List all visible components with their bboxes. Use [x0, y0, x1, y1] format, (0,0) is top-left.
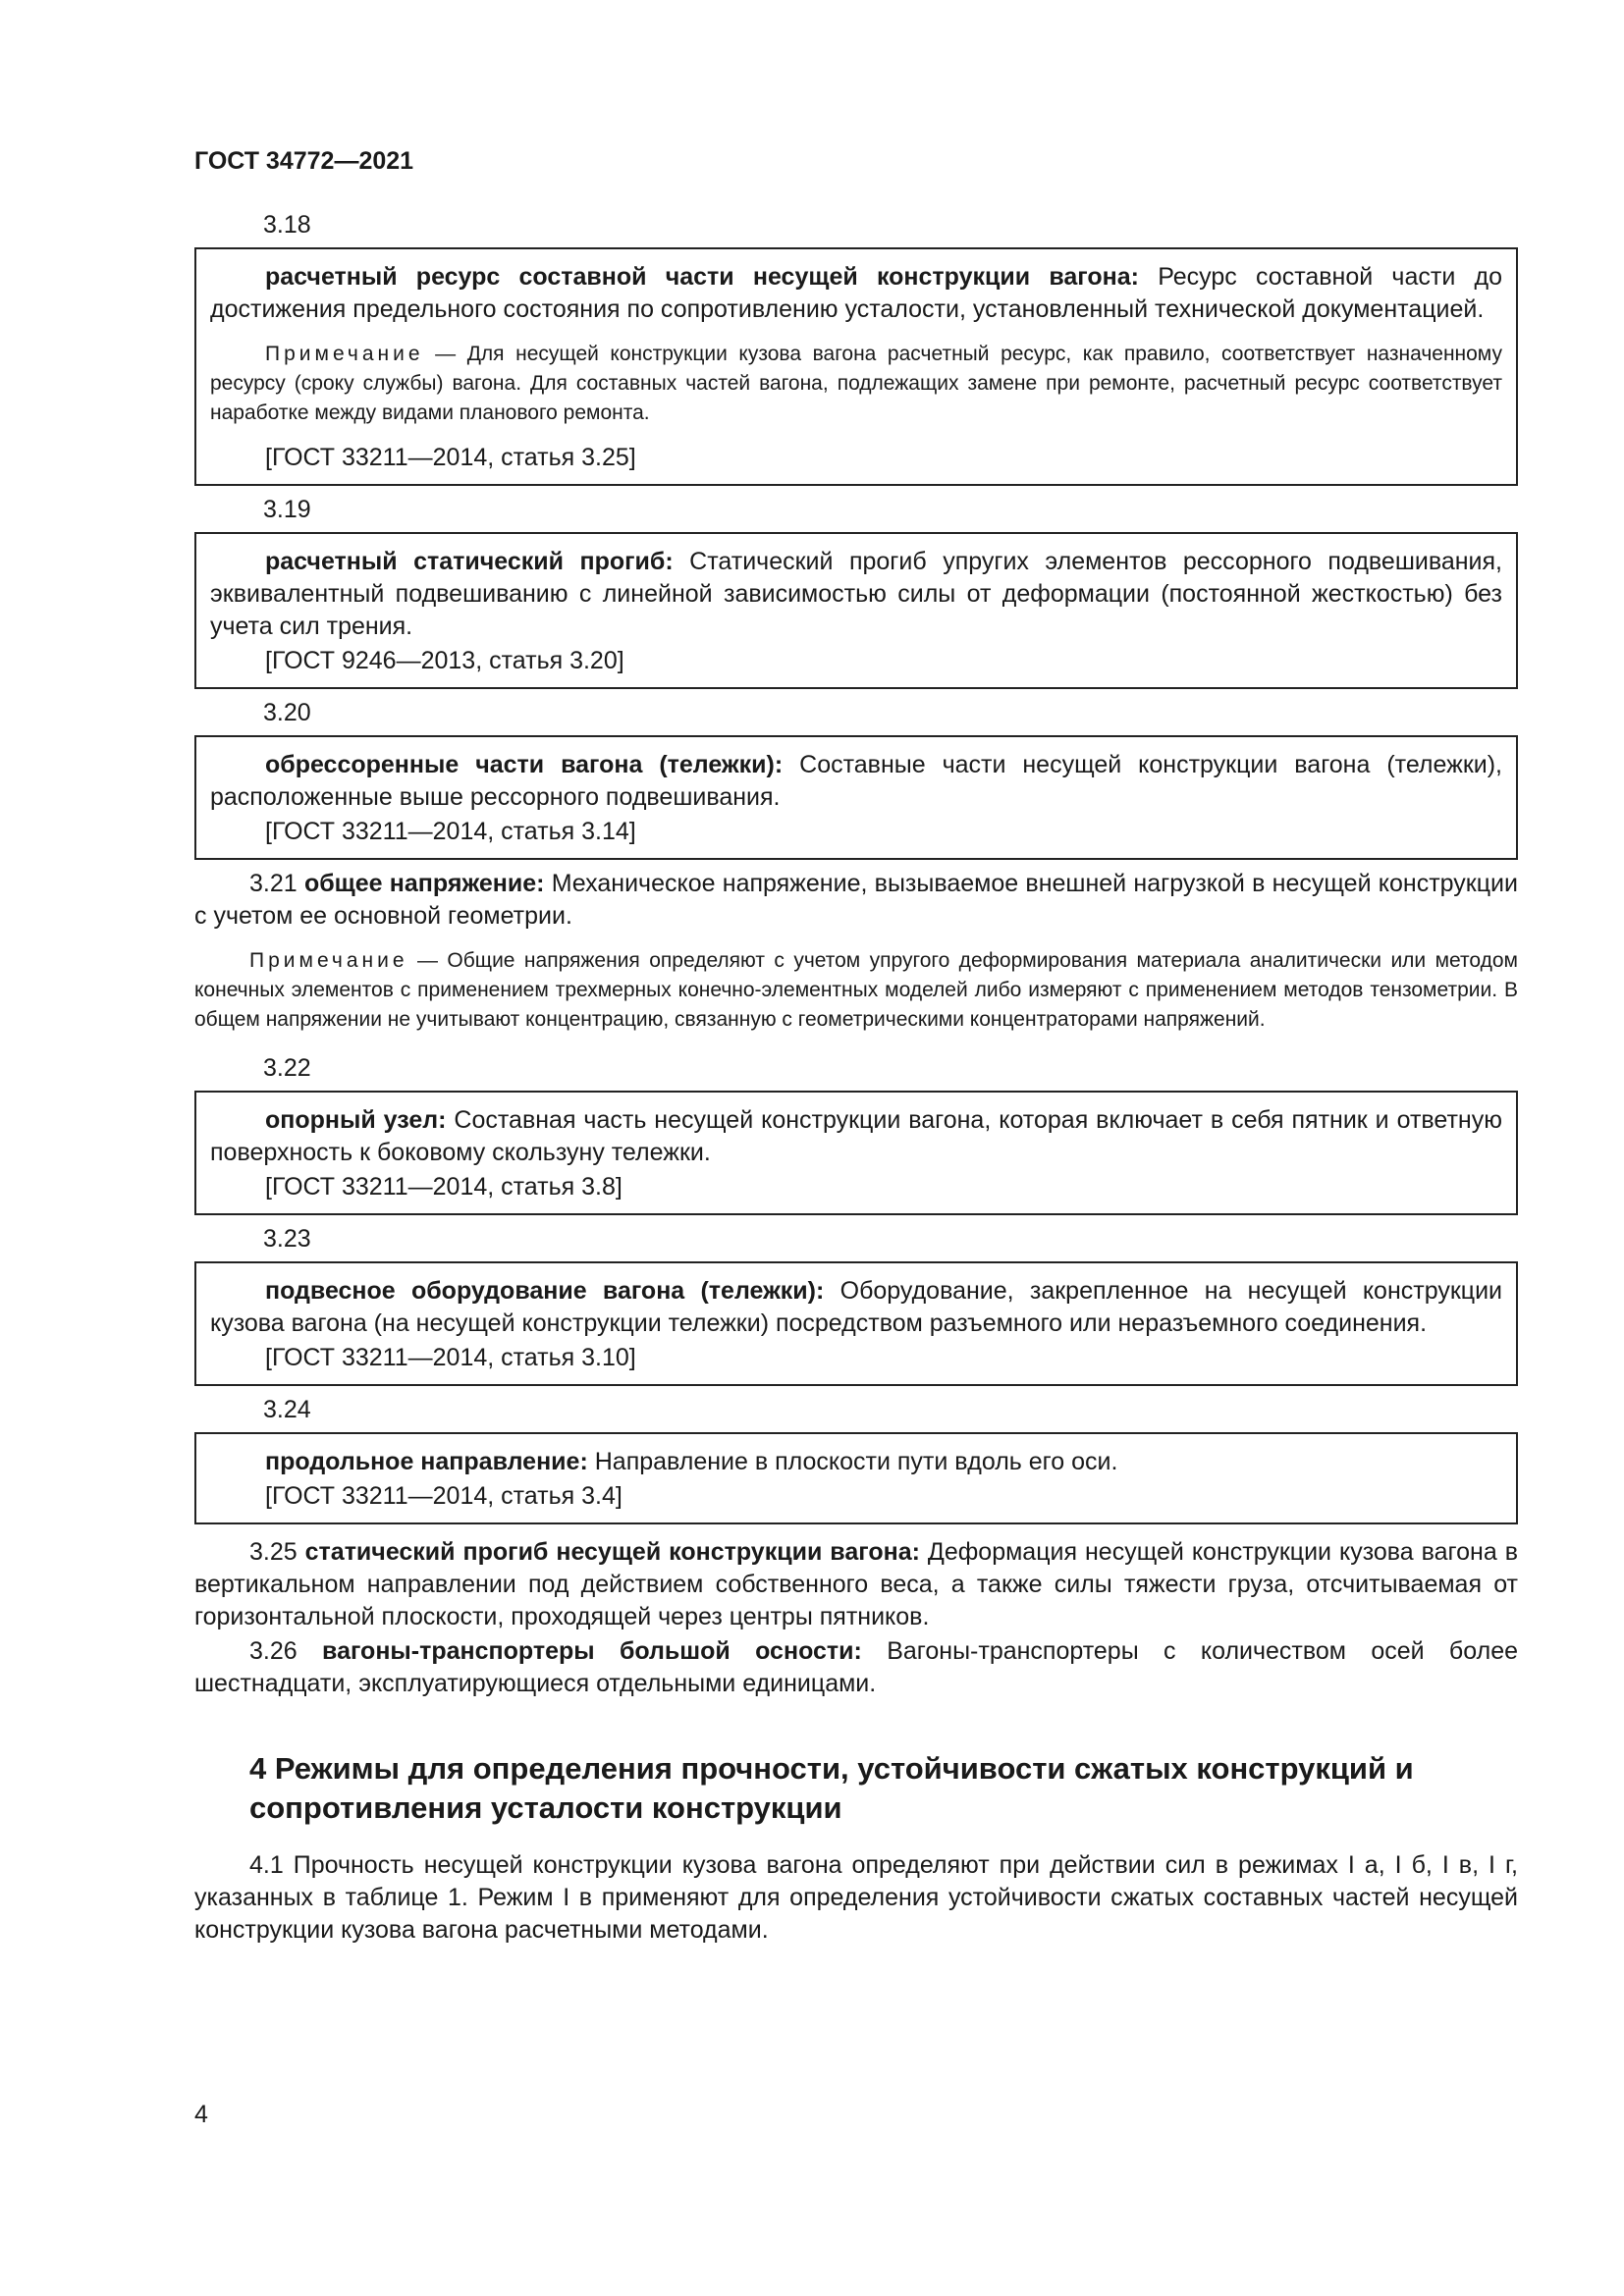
note-paragraph	[210, 340, 1502, 428]
document-header: ГОСТ 34772—2021	[194, 147, 414, 175]
term-name: подвесное оборудование вагона (тележки):	[265, 1277, 825, 1305]
note-label: Примечание	[265, 343, 424, 365]
term-definition: Составная часть несущей конструкции вагона, которая включает в себя пятник и ответную поверхность к боковому скользуну тележки.	[210, 1106, 1502, 1166]
source-reference: [ГОСТ 33211—2014, статья 3.14]	[265, 818, 636, 845]
term-definition: Составные части несущей конструкции вагона (тележки), расположенные выше рессорного подвешивания.	[210, 751, 1502, 811]
source-reference: [ГОСТ 33211—2014, статья 3.4]	[265, 1482, 623, 1510]
definition-paragraph	[194, 868, 1518, 933]
definition-paragraph	[210, 1446, 1502, 1478]
term-definition: Механическое напряжение, вызываемое внешней нагрузкой в несущей конструкции с учетом ее основной геометрии.	[194, 870, 1518, 930]
note-text: — Общие напряжения определяют с учетом упругого деформирования материала аналитически или методом конечных элементов с применением трехмерных конечно-элементных моделей либо измеряют с применением методов тензометрии. В общем напряжении не учитывают концентрацию, связанную с геометрическими концентраторами напряжений.	[194, 949, 1518, 1031]
entry-number: 3.23	[263, 1225, 311, 1253]
page-number: 4	[194, 2101, 208, 2128]
entry-number: 3.20	[263, 699, 311, 726]
source-reference: [ГОСТ 33211—2014, статья 3.10]	[265, 1344, 636, 1371]
term-definition: Вагоны-транспортеры с количеством осей более шестнадцати, эксплуатирующиеся отдельными единицами.	[194, 1637, 1519, 1697]
definition-paragraph	[194, 1536, 1518, 1633]
entry-number: 3.19	[263, 496, 311, 523]
source-reference: [ГОСТ 33211—2014, статья 3.8]	[265, 1173, 623, 1201]
entry-number: 3.25	[249, 1538, 298, 1566]
term-name: расчетный ресурс составной части несущей конструкции вагона:	[265, 263, 1139, 291]
definition-paragraph	[210, 546, 1502, 643]
term-definition-box	[194, 532, 1518, 689]
term-name: вагоны-транспортеры большой осности:	[322, 1637, 862, 1665]
term-definition-box	[194, 1432, 1518, 1524]
term-definition-box	[194, 735, 1518, 860]
term-definition-box	[194, 1091, 1518, 1215]
source-reference: [ГОСТ 9246—2013, статья 3.20]	[265, 647, 624, 674]
entry-number: 3.22	[263, 1054, 311, 1082]
entry-number: 3.21	[249, 870, 298, 897]
definition-paragraph	[194, 1635, 1518, 1700]
paragraph-4-1: 4.1 Прочность несущей конструкции кузова вагона определяют при действии сил в режимах I а, I б, I в, I г, указанных в таблице 1. Режим I в применяют для определения устойчивости сжатых составных частей несущей конструкции кузова вагона расчетными методами.	[194, 1851, 1518, 1944]
term-paragraph	[194, 1536, 1518, 1633]
definition-paragraph	[210, 749, 1502, 814]
term-definition: Ресурс составной части до достижения предельного состояния по сопротивлению усталости, установленный технической документацией.	[210, 263, 1502, 323]
note-label: Примечание	[249, 949, 408, 972]
term-name: расчетный статический прогиб:	[265, 548, 674, 575]
term-paragraph	[194, 1635, 1518, 1700]
document-page	[194, 147, 1518, 1947]
term-definition: Деформация несущей конструкции кузова вагона в вертикальном направлении под действием собственного веса, а также силы тяжести груза, отсчитываемая от горизонтальной плоскости, проходящей через центры пятников.	[194, 1538, 1518, 1630]
term-definition: Оборудование, закрепленное на несущей конструкции кузова вагона (на несущей конструкции тележки) посредством разъемного или неразъемного соединения.	[210, 1277, 1503, 1337]
entry-number: 3.24	[263, 1396, 311, 1423]
term-name: продольное направление:	[265, 1448, 588, 1475]
section-heading: 4 Режимы для определения прочности, устойчивости сжатых конструкций и сопротивления усталости конструкции	[249, 1751, 1414, 1825]
term-name: обрессоренные части вагона (тележки):	[265, 751, 784, 778]
note-paragraph	[194, 946, 1518, 1035]
definition-paragraph	[210, 1275, 1502, 1340]
term-definition: Статический прогиб упругих элементов рессорного подвешивания, эквивалентный подвешиванию с линейной зависимостью силы от деформации (постоянной жесткостью) без учета сил трения.	[210, 548, 1502, 640]
entry-number: 3.18	[263, 211, 311, 239]
term-definition: Направление в плоскости пути вдоль его оси.	[594, 1448, 1118, 1475]
term-definition-box	[194, 247, 1518, 486]
term-definition-box	[194, 1261, 1518, 1386]
term-name: статический прогиб несущей конструкции вагона:	[304, 1538, 920, 1566]
term-name: общее напряжение:	[303, 870, 545, 897]
definition-paragraph	[210, 261, 1502, 326]
body-paragraph	[194, 1849, 1518, 1947]
note-text: — Для несущей конструкции кузова вагона расчетный ресурс, как правило, соответствует назначенному ресурсу (сроку службы) вагона. Для составных частей вагона, подлежащих замене при ремонте, расчетный ресурс соответствует наработке между видами планового ремонта.	[210, 343, 1502, 424]
definition-paragraph	[210, 1104, 1502, 1169]
source-reference: [ГОСТ 33211—2014, статья 3.25]	[265, 444, 636, 471]
entry-number: 3.26	[249, 1637, 298, 1665]
term-paragraph	[194, 868, 1518, 1035]
term-name: опорный узел:	[265, 1106, 447, 1134]
